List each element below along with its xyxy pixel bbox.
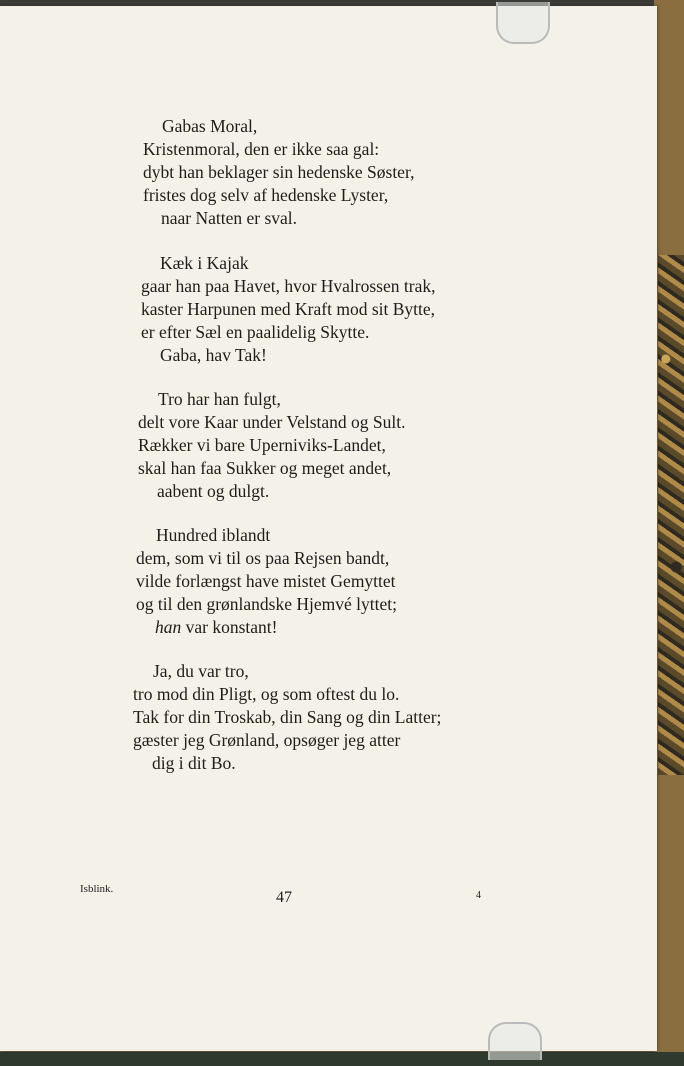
paper-clip-bottom — [488, 1022, 542, 1060]
stanza-5-line-4: gæster jeg Grønland, opsøger jeg atter — [133, 730, 401, 750]
stanza-5-line-1: Ja, du var tro, — [153, 661, 249, 681]
signature-mark: 4 — [476, 890, 481, 901]
background-bottom-edge — [0, 1052, 684, 1066]
stanza-3-line-3: Rækker vi bare Uperniviks-Landet, — [138, 435, 386, 455]
signature-title: Isblink. — [80, 883, 114, 895]
stanza-3-line-2: delt vore Kaar under Velstand og Sult. — [138, 412, 406, 432]
stanza-1-line-3: dybt han beklager sin hedenske Søster, — [143, 162, 415, 182]
book-page — [0, 6, 657, 1051]
paper-clip-top — [496, 2, 550, 44]
stanza-5-line-2: tro mod din Pligt, og som oftest du lo. — [133, 684, 400, 704]
stanza-2-line-3: kaster Harpunen med Kraft mod sit Bytte, — [141, 299, 436, 319]
stanza-5-line-5: dig i dit Bo. — [152, 753, 236, 773]
stanza-3-line-5: aabent og dulgt. — [157, 481, 270, 501]
stanza-1-line-2: Kristenmoral, den er ikke saa gal: — [143, 139, 380, 159]
stanza-2-line-2: gaar han paa Havet, hvor Hvalrossen trak, — [141, 276, 436, 296]
stanza-3-line-4: skal han faa Sukker og meget andet, — [138, 458, 392, 478]
stanza-1-line-4: fristes dog selv af hedenske Lyster, — [143, 185, 389, 205]
stanza-3-line-1: Tro har han fulgt, — [158, 389, 281, 409]
stanza-4-line-5-rest: var konstant! — [181, 617, 278, 637]
stanza-4-line-3: vilde forlængst have mistet Gemyttet — [136, 571, 396, 591]
stanza-5-line-3: Tak for din Troskab, din Sang og din Latter; — [133, 707, 442, 727]
stanza-2-line-5: Gaba, hav Tak! — [160, 345, 267, 365]
stanza-4-italic-word: han — [155, 617, 182, 637]
stanza-2-line-1: Kæk i Kajak — [160, 253, 249, 273]
stanza-4-line-2: dem, som vi til os paa Rejsen bandt, — [136, 548, 390, 568]
stanza-4-line-1: Hundred iblandt — [156, 525, 271, 545]
stanza-4-line-5 — [155, 616, 277, 638]
stanza-2-line-4: er efter Sæl en paalidelig Skytte. — [141, 322, 370, 342]
marbled-endpaper — [658, 255, 684, 775]
stanza-1-line-1: Gabas Moral, — [162, 116, 258, 136]
page-number: 47 — [276, 889, 292, 906]
stanza-1-line-5: naar Natten er sval. — [161, 208, 298, 228]
stanza-4-line-4: og til den grønlandske Hjemvé lyttet; — [136, 594, 397, 614]
